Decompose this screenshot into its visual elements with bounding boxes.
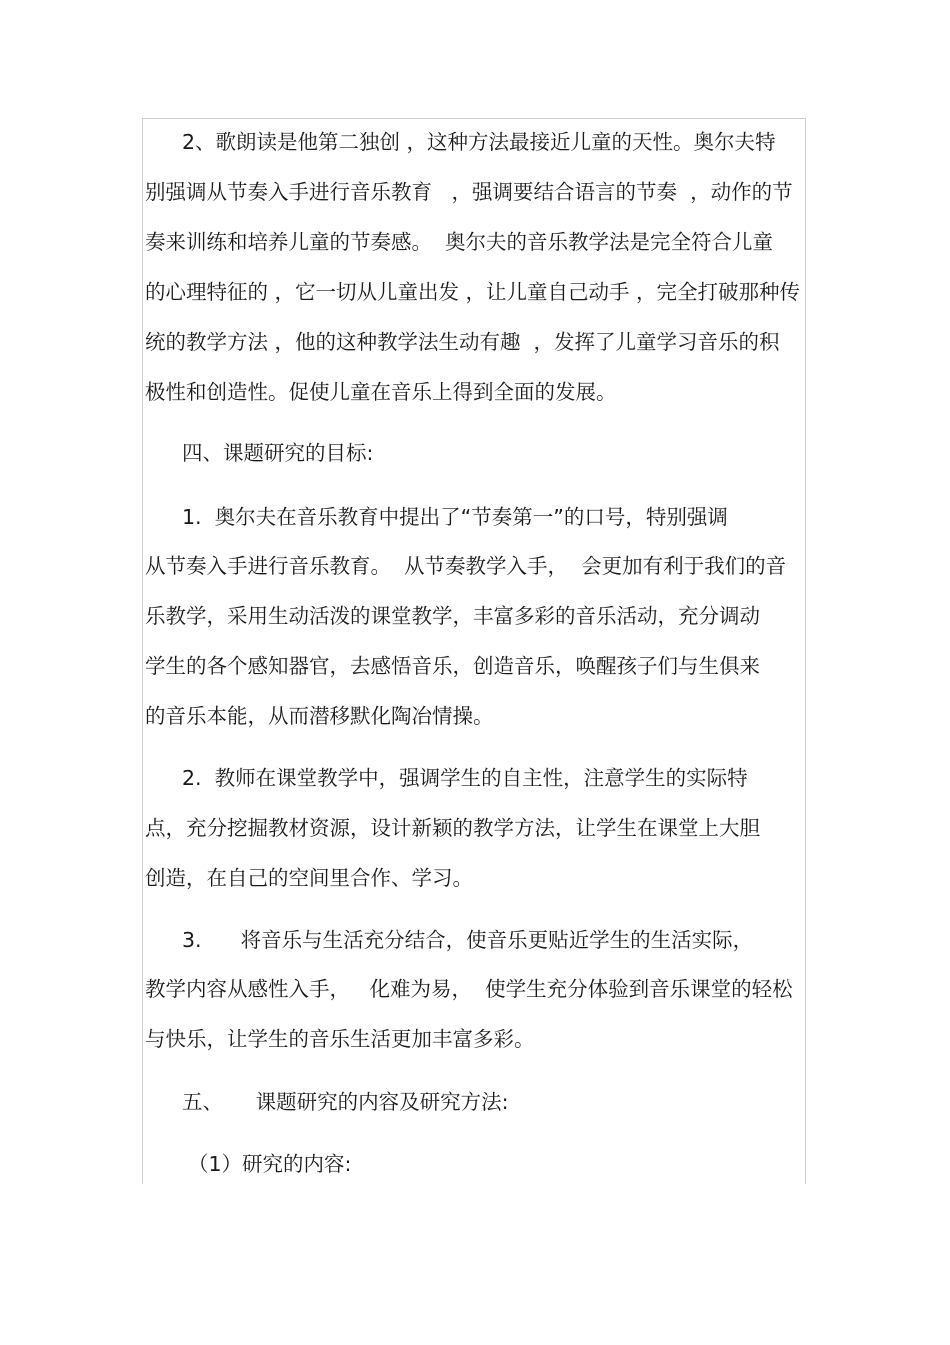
paragraph-line: 统的教学方法 ，他的这种教学法生动有趣 ，发挥了儿童学习音乐的积	[145, 330, 780, 354]
goal-3-line: 3. 将音乐与生活充分结合，使音乐更贴近学生的生活实际，	[182, 928, 754, 952]
goal-1-line: 的音乐本能，从而潜移默化陶冶情操。	[145, 704, 494, 728]
goal-3-line: 教学内容从感性入手， 化难为易， 使学生充分体验到音乐课堂的轻松	[145, 977, 793, 1001]
goal-2-line: 创造，在自己的空间里合作、学习。	[145, 866, 473, 890]
goal-1-line: 学生的各个感知器官，去感悟音乐，创造音乐，唤醒孩子们与生俱来	[145, 654, 760, 678]
subsection-heading: （1）研究的内容:	[188, 1152, 352, 1176]
goal-2-line: 2. 教师在课堂教学中，强调学生的自主性，注意学生的实际特	[182, 766, 748, 790]
section-heading: 四、课题研究的目标:	[182, 441, 374, 465]
paragraph-line: 奏来训练和培养儿童的节奏感。 奥尔夫的音乐教学法是完全符合儿童	[145, 230, 774, 254]
paragraph-line: 的心理特征的 ，它一切从儿童出发 ，让儿童自己动手 ，完全打破那种传	[145, 280, 801, 304]
goal-1-line: 乐教学，采用生动活泼的课堂教学，丰富多彩的音乐活动，充分调动	[145, 604, 760, 628]
paragraph-line: 2、歌朗读是他第二独创 ，这种方法最接近儿童的天性。奥尔夫特	[182, 130, 776, 154]
goal-1-line: 1. 奥尔夫在音乐教育中提出了“节奏第一”的口号，特别强调	[182, 505, 728, 529]
section-heading: 五、 课题研究的内容及研究方法:	[182, 1090, 509, 1114]
goal-1-line: 从节奏入手进行音乐教育。 从节奏教学入手， 会更加有利于我们的音	[145, 554, 787, 578]
goal-2-line: 点，充分挖掘教材资源，设计新颖的教学方法，让学生在课堂上大胆	[145, 816, 760, 840]
goal-3-line: 与快乐，让学生的音乐生活更加丰富多彩。	[145, 1027, 535, 1051]
paragraph-line: 别强调从节奏入手进行音乐教育 ，强调要结合语言的节奏 ，动作的节	[145, 180, 793, 204]
paragraph-line: 极性和创造性。促使儿童在音乐上得到全面的发展。	[145, 380, 617, 404]
